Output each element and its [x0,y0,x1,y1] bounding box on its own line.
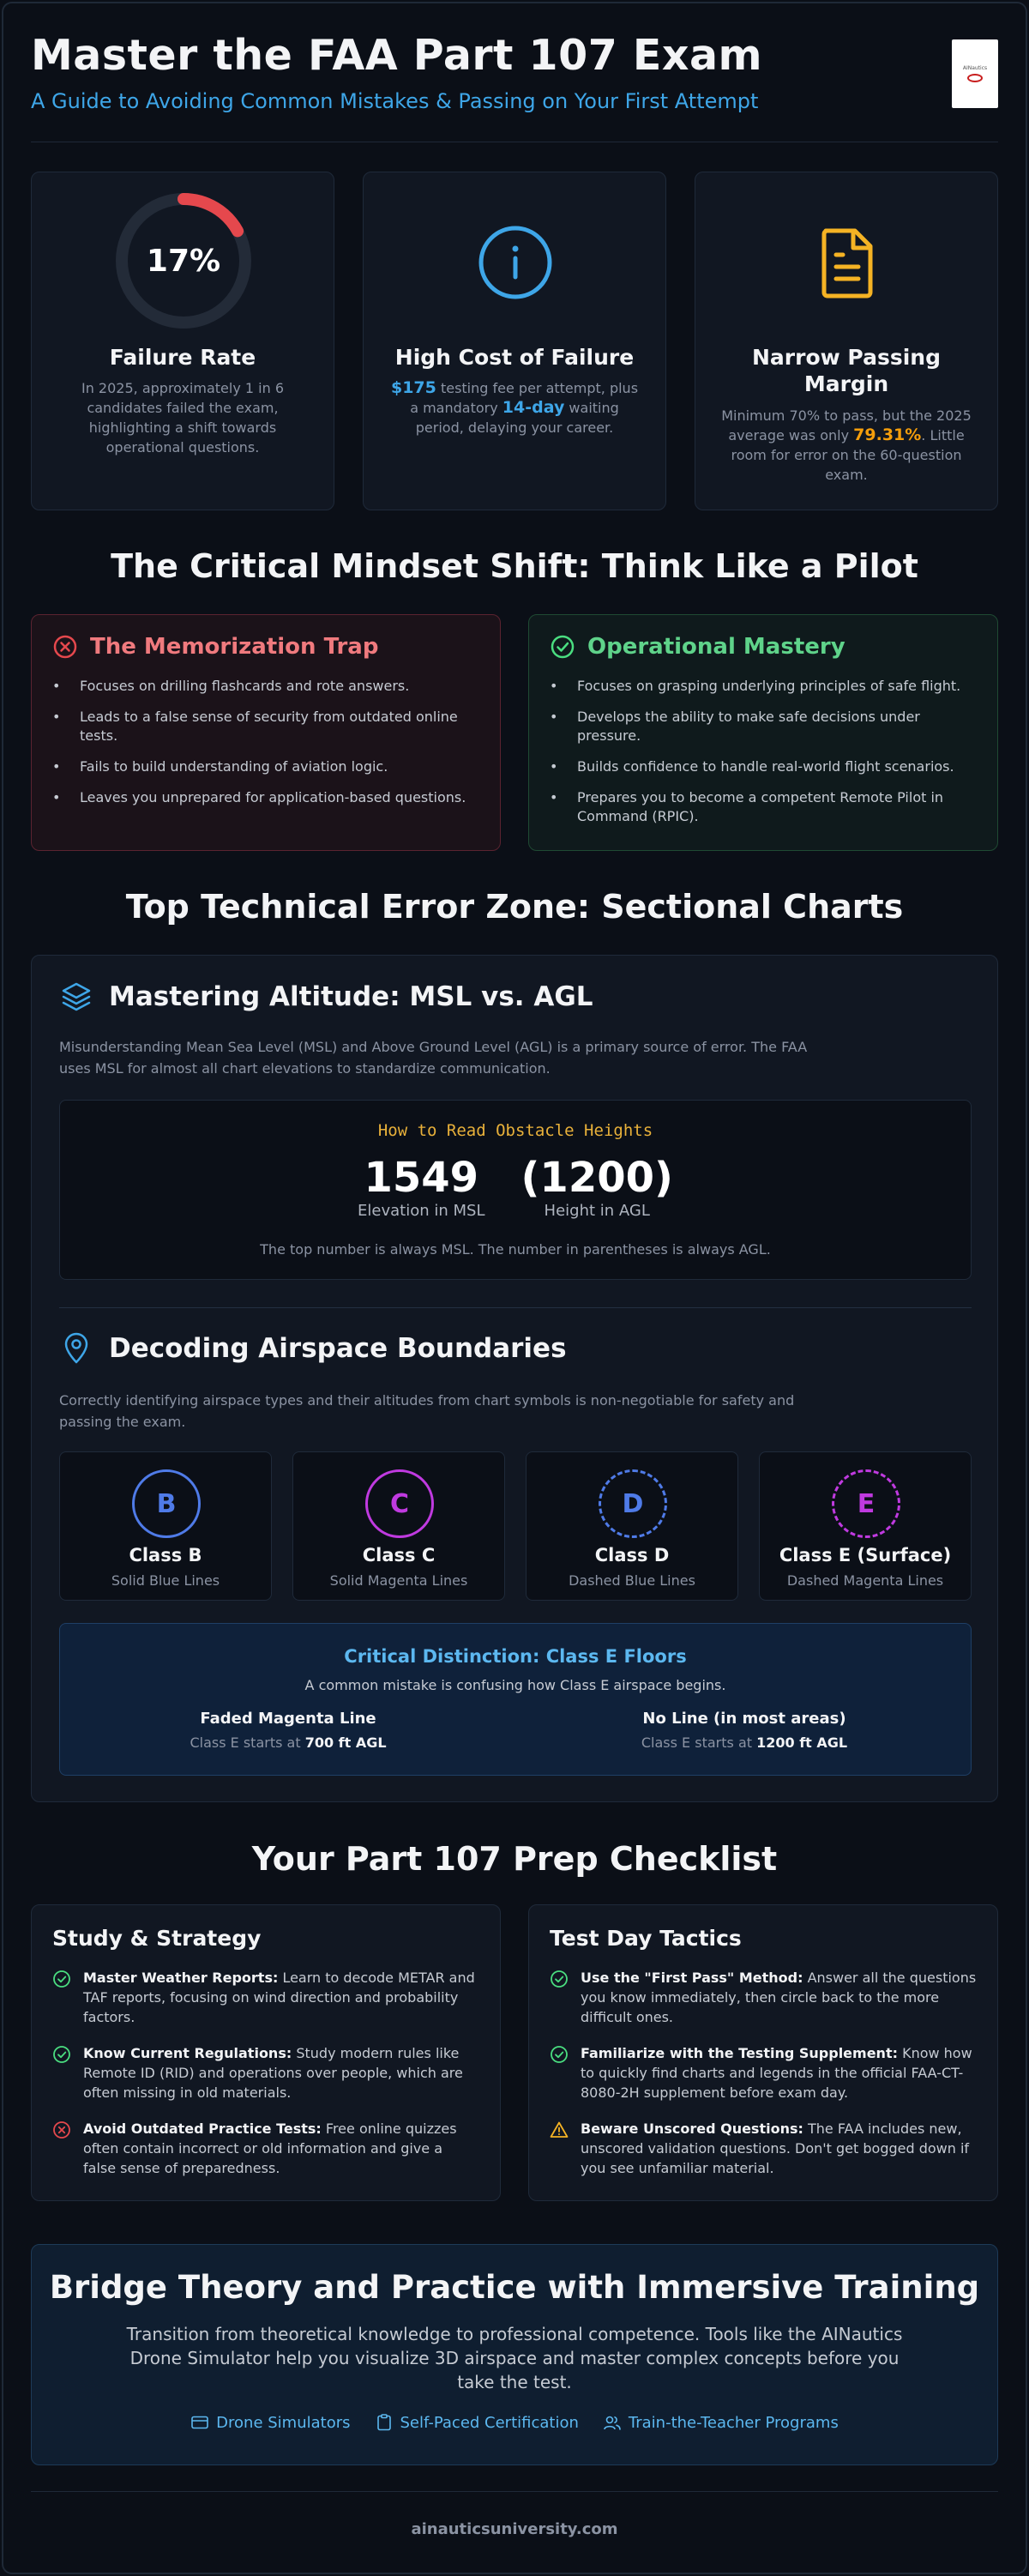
card-title: Operational Mastery [587,634,845,660]
list-item: • Focuses on grasping underlying principles of safe flight. [550,677,977,696]
footer-site-link[interactable]: ainauticsuniversity.com [411,2520,618,2538]
page-subtitle: A Guide to Avoiding Common Mistakes & Passing on Your First Attempt [31,89,759,113]
altitude-description: Misunderstanding Mean Sea Level (MSL) and Above Ground Level (AGL) is a primary source of error. The FAA uses MSL for almost all chart elevations to standardize communication. [59,1039,808,1077]
item-heading: Master Weather Reports: [83,1970,279,1986]
stat-description [721,406,972,485]
check-circle-icon [550,2045,569,2064]
altitude-title: Mastering Altitude: MSL vs. AGL [109,981,593,1012]
class-description: Dashed Blue Lines [569,1572,695,1589]
desc-text: . Little room for error on the 60-question exam. [731,427,965,483]
airspace-class-c [292,1451,505,1601]
obstacle-note: The top number is always MSL. The number in parentheses is always AGL. [260,1241,771,1258]
card-icon [190,2413,209,2432]
fee-value: $175 [390,378,436,397]
no-line-column [516,1710,972,1751]
link-label: Train-the-Teacher Programs [628,2413,839,2432]
link-self-paced-certification[interactable] [375,2413,579,2432]
obstacle-heights-box [59,1100,972,1280]
list-item: • Focuses on drilling flashcards and rote answers. [52,677,479,696]
info-icon [475,222,556,303]
users-icon [603,2413,622,2432]
stat-description: In 2025, approximately 1 in 6 candidates failed the exam, highlighting a shift towards operational questions. [81,380,284,455]
item-heading: Familiarize with the Testing Supplement: [581,2045,898,2061]
sectional-card [31,955,998,1802]
trap-list [52,677,479,807]
card-title: The Memorization Trap [90,634,379,660]
stat-card-failure-rate [31,172,334,510]
card-title: Test Day Tactics [550,1926,742,1951]
class-description: Solid Blue Lines [111,1572,220,1589]
item-text: Know how to quickly find charts and legends in the official FAA-CT-8080-2H supplement before exam day. [581,2045,972,2101]
layers-icon [59,980,93,1014]
logo-mark [967,74,983,82]
list-item: • Leaves you unprepared for application-based questions. [52,788,479,807]
checklist-item [550,2119,977,2178]
bridge-description: Transition from theoretical knowledge to professional competence. Tools like the AINautics Drone Simulator help you visualize 3D airspace and master complex concepts before you take the test. [126,2324,903,2392]
airspace-class-e [759,1451,972,1601]
item-heading: Avoid Outdated Practice Tests: [83,2121,322,2137]
efloor-right-title: No Line (in most areas) [642,1710,846,1728]
class-description: Solid Magenta Lines [329,1572,468,1589]
item-heading: Beware Unscored Questions: [581,2121,803,2137]
clipboard-icon [375,2413,394,2432]
desc-text: Class E starts at [190,1734,305,1751]
efloor-title: Critical Distinction: Class E Floors [344,1646,687,1667]
class-name: Class E (Surface) [779,1545,952,1566]
check-circle-icon [52,1970,71,1988]
stat-card-cost [363,172,666,510]
link-label: Drone Simulators [216,2413,351,2432]
efloor-left-desc [60,1734,516,1751]
card-header [52,634,479,660]
desc-text: testing fee per attempt, plus a mandatory [410,380,639,416]
card-header [550,634,977,660]
msl-label: Elevation in MSL [358,1202,485,1220]
study-strategy-card [31,1904,501,2201]
agl-value: (1200) [521,1154,673,1202]
item-heading: Use the "First Pass" Method: [581,1970,803,1986]
average-value: 79.31% [853,425,922,444]
stat-title: High Cost of Failure [394,345,635,370]
checklist-item [52,1968,479,2027]
link-drone-simulators[interactable] [190,2413,350,2432]
obstacle-values [60,1154,971,1220]
test-day-card [528,1904,998,2201]
checklist-item [52,2043,479,2102]
divider [59,1307,972,1308]
bridge-title: Bridge Theory and Practice with Immersive Training [49,2269,980,2306]
list-item: • Leads to a false sense of security from outdated online tests. [52,708,479,745]
agl-group [521,1154,672,1220]
class-c-badge: C [365,1469,434,1538]
item-text: The FAA includes new, unscored validation questions. Don't get bogged down if you see unfamiliar material. [581,2121,970,2176]
efloor-right-desc [516,1734,972,1751]
class-name: Class D [594,1545,670,1566]
check-circle-icon [52,2045,71,2064]
class-name: Class B [129,1545,202,1566]
efloor-subtitle: A common mistake is confusing how Class E airspace begins. [304,1677,726,1693]
faded-magenta-column [60,1710,516,1751]
checklist-section-title: Your Part 107 Prep Checklist [251,1840,778,1878]
class-e-badge: E [832,1469,900,1538]
check-circle-icon [550,634,575,660]
desc-text: Class E starts at [641,1734,757,1751]
altitude-heading [59,980,593,1014]
stat-title: Failure Rate [109,345,256,370]
wait-value: 14-day [502,398,565,417]
desc-text: waiting period, delaying your career. [415,400,619,436]
bridge-cta-card [31,2244,998,2465]
checklist-item [550,1968,977,2027]
item-text: Learn to decode METAR and TAF reports, focusing on wind direction and probability factors. [83,1970,475,2025]
card-title: Study & Strategy [52,1926,262,1951]
airspace-title: Decoding Airspace Boundaries [109,1333,567,1364]
stat-description [389,378,640,437]
footer-divider [31,2491,998,2492]
airspace-class-d [526,1451,738,1601]
agl-label: Height in AGL [544,1202,650,1220]
list-item: • Develops the ability to make safe decisions under pressure. [550,708,977,745]
checklist-item [550,2043,977,2102]
sectional-section-title: Top Technical Error Zone: Sectional Charts [125,888,904,926]
class-d-badge: D [599,1469,667,1538]
list-item: • Fails to build understanding of aviation logic. [52,757,479,776]
mindset-section-title: The Critical Mindset Shift: Think Like a Pilot [111,547,918,585]
efloor-left-title: Faded Magenta Line [200,1710,376,1728]
efloor-right-value: 1200 ft AGL [756,1734,848,1751]
stat-card-margin [695,172,998,510]
x-circle-icon [52,2121,71,2139]
warning-icon [550,2121,569,2139]
airspace-heading [59,1331,567,1366]
class-name: Class C [362,1545,436,1566]
page-title: Master the FAA Part 107 Exam [31,31,763,80]
obstacle-box-title: How to Read Obstacle Heights [377,1121,653,1140]
msl-value: 1549 [364,1154,479,1202]
operational-mastery-card [528,614,998,851]
logo-text: AINautics [962,65,988,71]
list-item: • Prepares you to become a competent Remote Pilot in Command (RPIC). [550,788,977,826]
item-text: Answer all the questions you know immediately, then circle back to the more difficult ones. [581,1970,977,2025]
list-item: • Builds confidence to handle real-world flight scenarios. [550,757,977,776]
header [31,31,998,142]
failure-rate-value: 17% [146,243,221,279]
link-train-the-teacher[interactable] [603,2413,839,2432]
document-icon [807,222,888,303]
airspace-description: Correctly identifying airspace types and their altitudes from chart symbols is non-negotiable for safety and passing the exam. [59,1392,795,1430]
memorization-trap-card [31,614,501,851]
desc-text: Minimum 70% to pass, but the 2025 average was only [721,407,972,443]
efloor-left-value: 700 ft AGL [304,1734,387,1751]
item-text: Free online quizzes often contain incorrect or old information and give a false sense of preparedness. [83,2121,457,2176]
class-b-badge: B [132,1469,201,1538]
mastery-list [550,677,977,826]
bridge-links [32,2413,997,2432]
item-heading: Know Current Regulations: [83,2045,292,2061]
msl-group [358,1154,484,1220]
class-description: Dashed Magenta Lines [786,1572,944,1589]
link-label: Self-Paced Certification [400,2413,579,2432]
check-circle-icon [550,1970,569,1988]
map-pin-icon [59,1331,93,1366]
checklist-item [52,2119,479,2178]
item-text: Study modern rules like Remote ID (RID) and operations over people, which are often missing in old materials. [83,2045,463,2101]
airspace-class-b [59,1451,272,1601]
class-e-floors-box [59,1623,972,1776]
x-circle-icon [52,634,78,660]
stat-title: Narrow Passing Margin [752,345,941,396]
logo [952,39,998,108]
